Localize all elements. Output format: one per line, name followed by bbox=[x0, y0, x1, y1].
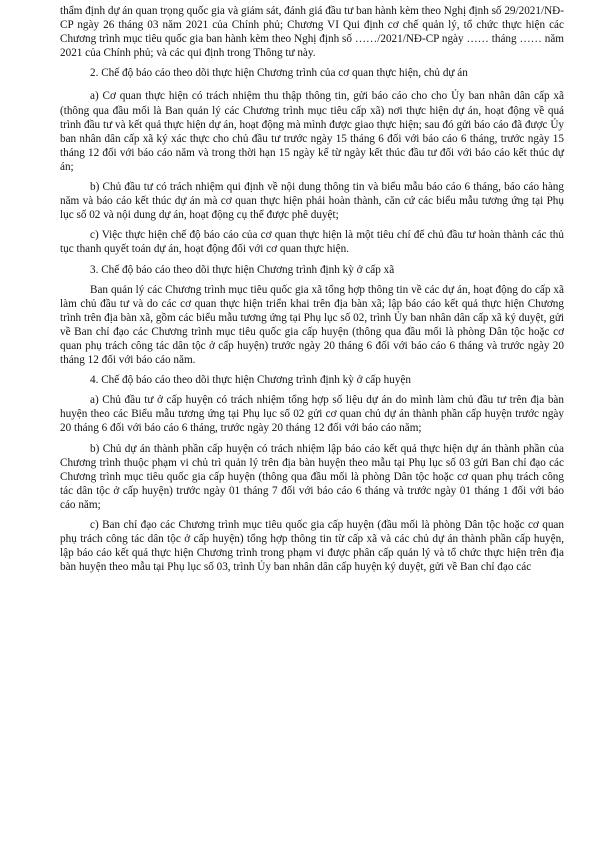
heading-section-3: 3. Chế độ báo cáo theo dõi thực hiện Chương trình định kỳ ở cấp xã bbox=[90, 263, 395, 276]
paragraph-3: Ban quản lý các Chương trình mục tiêu quốc gia xã tổng hợp thông tin về các dự án, hoạt động do cấp xã làm chủ đầu tư và do các cơ quan thực hiện triển khai trên địa bàn xã; lập báo cáo kết quả thực hiện Chương trình trên địa bàn xã, gồm các biểu mẫu tương ứng tại Phụ lục số 02, trình Ủy ban nhân dân cấp xã ký duyệt, gửi về Ban chỉ đạo các Chương trình mục tiêu quốc gia cấp huyện (thông qua đầu mối là phòng Dân tộc hoặc cơ quan phụ trách công tác dân tộc ở cấp huyện) trước ngày 20 tháng 6 đối với báo cáo 6 tháng và trước ngày 20 tháng 12 đối với báo cáo năm. bbox=[60, 283, 564, 367]
paragraph-2a: a) Cơ quan thực hiện có trách nhiệm thu thập thông tin, gửi báo cáo cho cho Ủy ban nhân dân cấp xã (thông qua đầu mối là Ban quản lý các Chương trình mục tiêu cấp xã) nơi thực hiện dự án, hoạt động về quá trình đầu tư và kết quả thực hiện dự án, hoạt động mà mình được giao thực hiện; sau đó gửi báo cáo đã được Ủy ban nhân dân cấp xã ký xác thực cho chủ đầu tư trước ngày 15 tháng 6 đối với báo cáo 6 tháng, trước ngày 15 tháng 12 đối với báo cáo năm và trong thời hạn 15 ngày kể từ ngày kết thúc đầu tư đối với báo cáo kết thúc dự án; bbox=[60, 90, 564, 173]
paragraph-2c: c) Việc thực hiện chế độ báo cáo của cơ quan thực hiện là một tiêu chí để chủ đầu tư hoàn thành các thủ tục thanh quyết toán dự án, hoạt động đối với cơ quan thực hiện. bbox=[60, 229, 564, 256]
paragraph-intro-continuation: thẩm định dự án quan trọng quốc gia và giám sát, đánh giá đầu tư ban hành kèm theo Nghị định số 29/2021/NĐ-CP ngày 26 tháng 03 năm 2021 của Chính phủ; Chương VI Qui định cơ chế quản lý, tổ chức thực hiện các Chương trình mục tiêu quốc gia ban hành kèm theo Nghị định số ……/2021/NĐ-CP ngày …… tháng …… năm 2021 của Chính phủ; và các qui định trong Thông tư này. bbox=[60, 5, 564, 60]
paragraph-2b: b) Chủ đầu tư có trách nhiệm qui định về nội dung thông tin và biểu mẫu báo cáo 6 tháng, báo cáo hàng năm và báo cáo kết thúc dự án mà cơ quan thực hiện phải hoàn thành, căn cứ các biểu mẫu tương ứng tại Phụ lục số 02 và nội dung dự án, hoạt động cụ thể được phê duyệt; bbox=[60, 181, 564, 222]
paragraph-4c: c) Ban chỉ đạo các Chương trình mục tiêu quốc gia cấp huyện (đầu mối là phòng Dân tộc hoặc cơ quan phụ trách công tác dân tộc ở cấp huyện) tổng hợp thông tin từ cấp xã và các chủ dự án thành phần cấp huyện, lập báo cáo kết quả thực hiện Chương trình trong phạm vi được phân cấp quản lý và tổ chức thực hiện trên địa bàn huyện theo mẫu tại Phụ lục số 03, trình Ủy ban nhân dân cấp huyện ký duyệt, gửi về Ban chỉ đạo các bbox=[60, 519, 564, 574]
heading-section-4: 4. Chế độ báo cáo theo dõi thực hiện Chương trình định kỳ ở cấp huyện bbox=[90, 374, 411, 387]
paragraph-4a: a) Chủ đầu tư ở cấp huyện có trách nhiệm tổng hợp số liệu dự án do mình làm chủ đầu tư trên địa bàn huyện theo các Biểu mẫu tương ứng tại Phụ lục số 02 gửi cơ quan chủ dự án thành phần cấp huyện trước ngày 20 tháng 6 đối với báo cáo 6 tháng, trước ngày 20 tháng 12 đối với báo cáo năm; bbox=[60, 394, 564, 435]
heading-section-2: 2. Chế độ báo cáo theo dõi thực hiện Chương trình của cơ quan thực hiện, chủ dự án bbox=[90, 67, 468, 80]
paragraph-4b: b) Chủ dự án thành phần cấp huyện có trách nhiệm lập báo cáo kết quả thực hiện dự án thành phần của Chương trình thuộc phạm vi chủ trì quản lý trên địa bàn huyện theo mẫu tại Phụ lục số 03 gửi Ban chỉ đạo các Chương trình mục tiêu quốc gia cấp huyện (thông qua đầu mối là phòng Dân tộc hoặc cơ quan phụ trách công tác dân tộc ở cấp huyện) trước ngày 01 tháng 7 đối với báo cáo 6 tháng và trước ngày 01 tháng 1 đối với báo cáo năm; bbox=[60, 442, 564, 511]
